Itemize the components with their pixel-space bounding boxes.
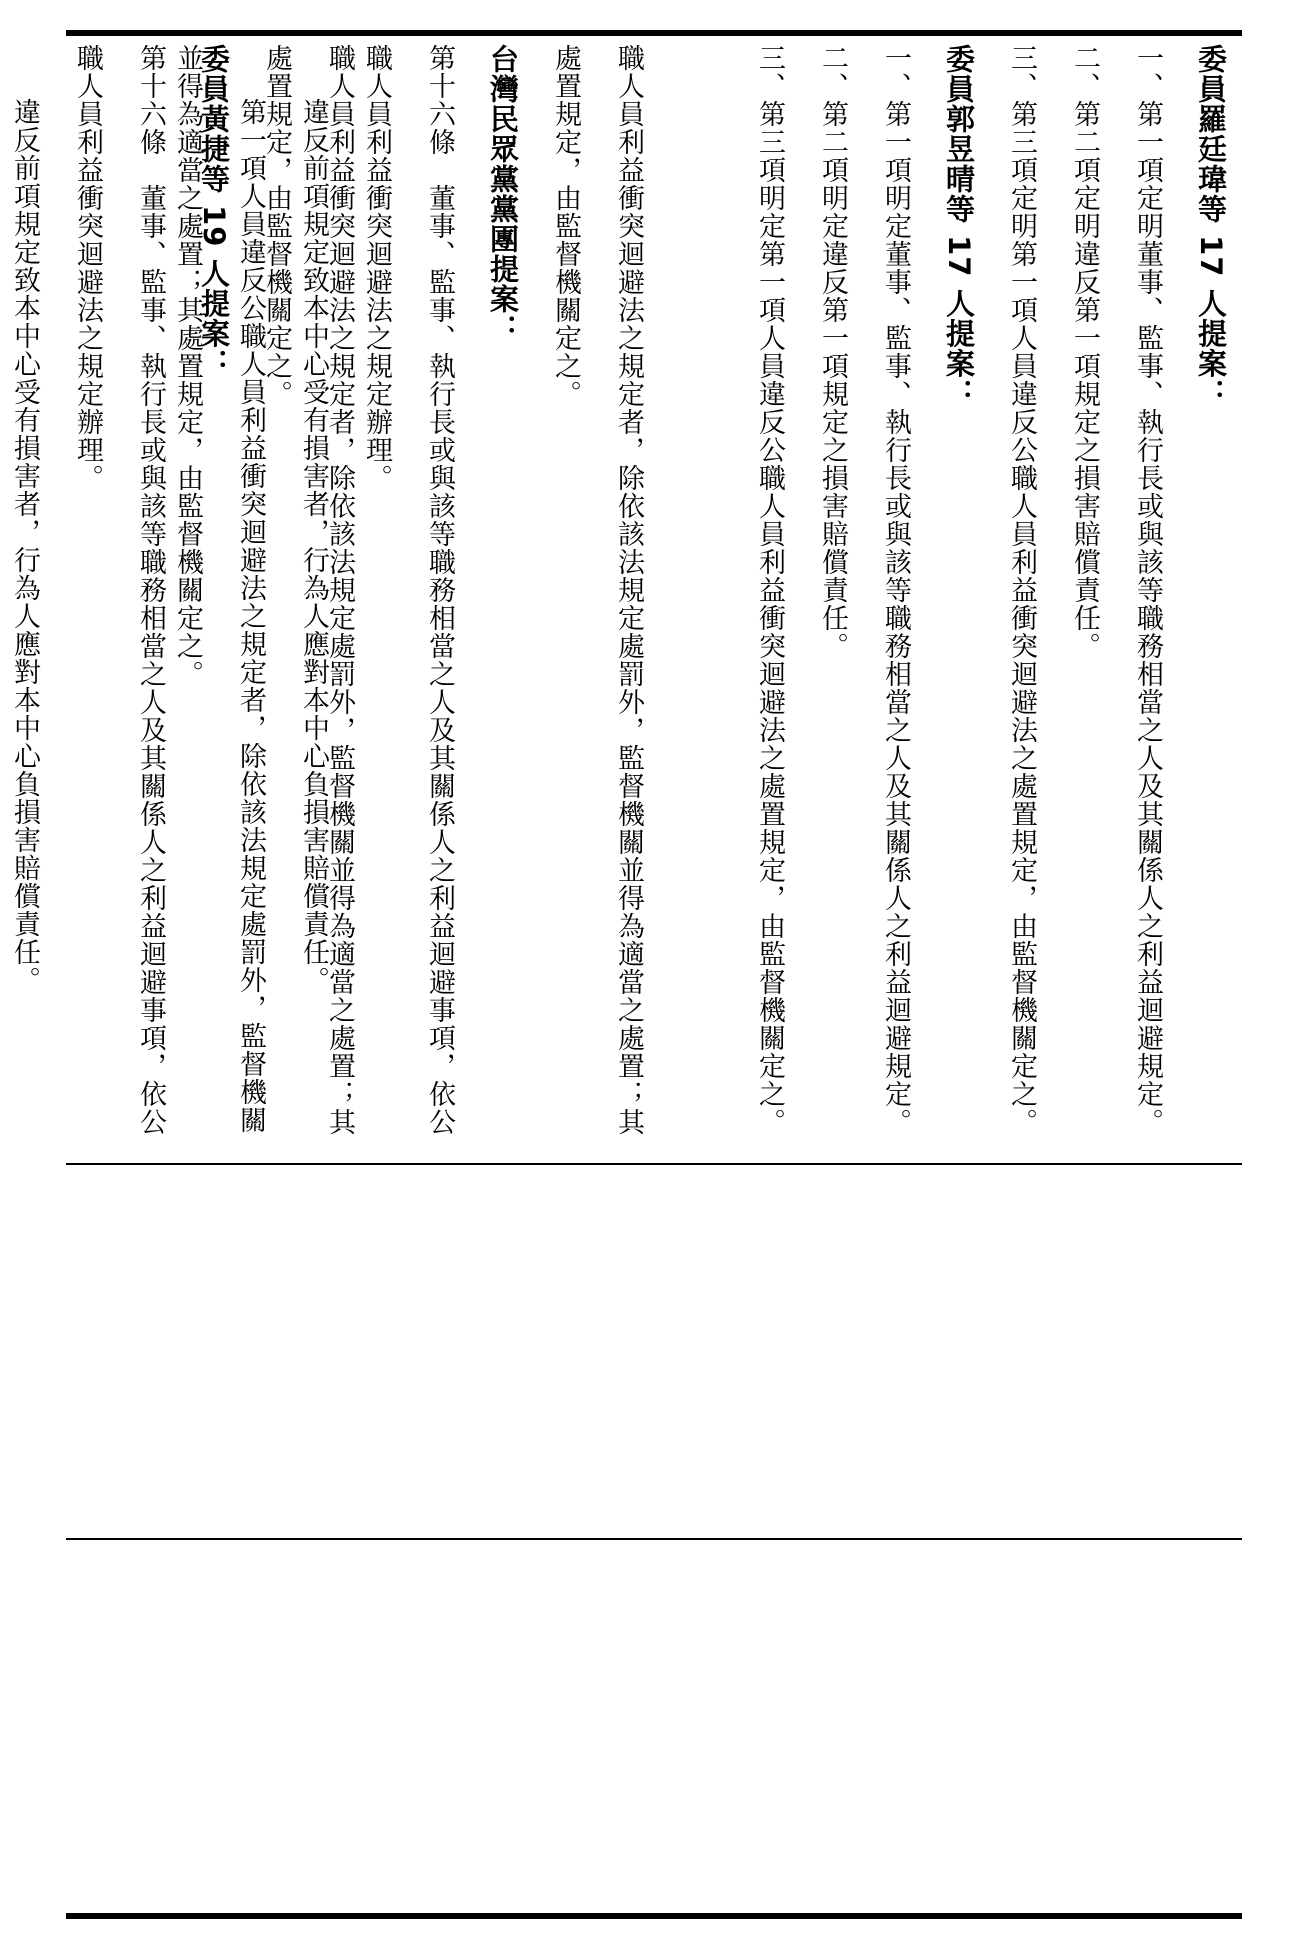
numbered-item: 二、第二項明定違反第一項規定之損害賠償責任。 [817,44,848,660]
top-rule [66,30,1242,36]
proposal-heading: 委員羅廷瑋等 17 人提案： [1194,44,1228,409]
numbered-item: 三、第三項明定第一項人員違反公職人員利益衝突迴避法之處置規定，由監督機關定之。 [754,44,785,1136]
article-paragraph: 第一項人員違反公職人員利益衝突迴避法之規定者，除依該法規定處罰外，監督機關並得為適當之處置；其處置規定，由監督機關定之。 [172,44,266,1134]
column-left [9,44,371,1154]
article-paragraph: 違反前項規定致本中心受有損害者，行為人應對本中心負損害賠償責任。 [9,98,40,994]
row-divider-1 [66,1163,1242,1165]
row-divider-2 [66,1538,1242,1540]
bottom-rule [66,1913,1242,1919]
article-paragraph: 違反前項規定致本中心受有損害者，行為人應對本中心負損害賠償責任。 [298,98,329,994]
proposal-heading: 委員黃捷等 19 人提案： [197,44,231,379]
article-paragraph: 職人員利益衝突迴避法之規定者，除依該法規定處罰外，監督機關並得為適當之處置；其處置規定，由監督機關定之。 [550,44,644,1136]
proposal-heading: 委員郭昱晴等 17 人提案： [942,44,976,409]
article-paragraph: 職人員利益衝突迴避法之規定者，除依該法規定處罰外，監督機關並得為適當之處置；其處置規定，由監督機關定之。 [261,44,355,1136]
article-paragraph: 第十六條 董事、監事、執行長或與該等職務相當之人及其關係人之利益迴避事項，依公職人員利益衝突迴避法之規定辦理。 [361,44,455,1136]
numbered-item: 一、第一項明定董事、監事、執行長或與該等職務相當之人及其關係人之利益迴避規定。 [880,44,911,1136]
proposal-heading: 台灣民眾黨黨團提案： [486,44,520,344]
numbered-item: 三、第三項定明第一項人員違反公職人員利益衝突迴避法之處置規定，由監督機關定之。 [1006,44,1037,1136]
numbered-item: 一、第一項定明董事、監事、執行長或與該等職務相當之人及其關係人之利益迴避規定。 [1132,44,1163,1136]
column-right [666,44,1242,1154]
article-paragraph: 第十六條 董事、監事、執行長或與該等職務相當之人及其關係人之利益迴避事項，依公職人員利益衝突迴避法之規定辦理。 [72,44,166,1136]
numbered-item: 二、第二項定明違反第一項規定之損害賠償責任。 [1069,44,1100,660]
